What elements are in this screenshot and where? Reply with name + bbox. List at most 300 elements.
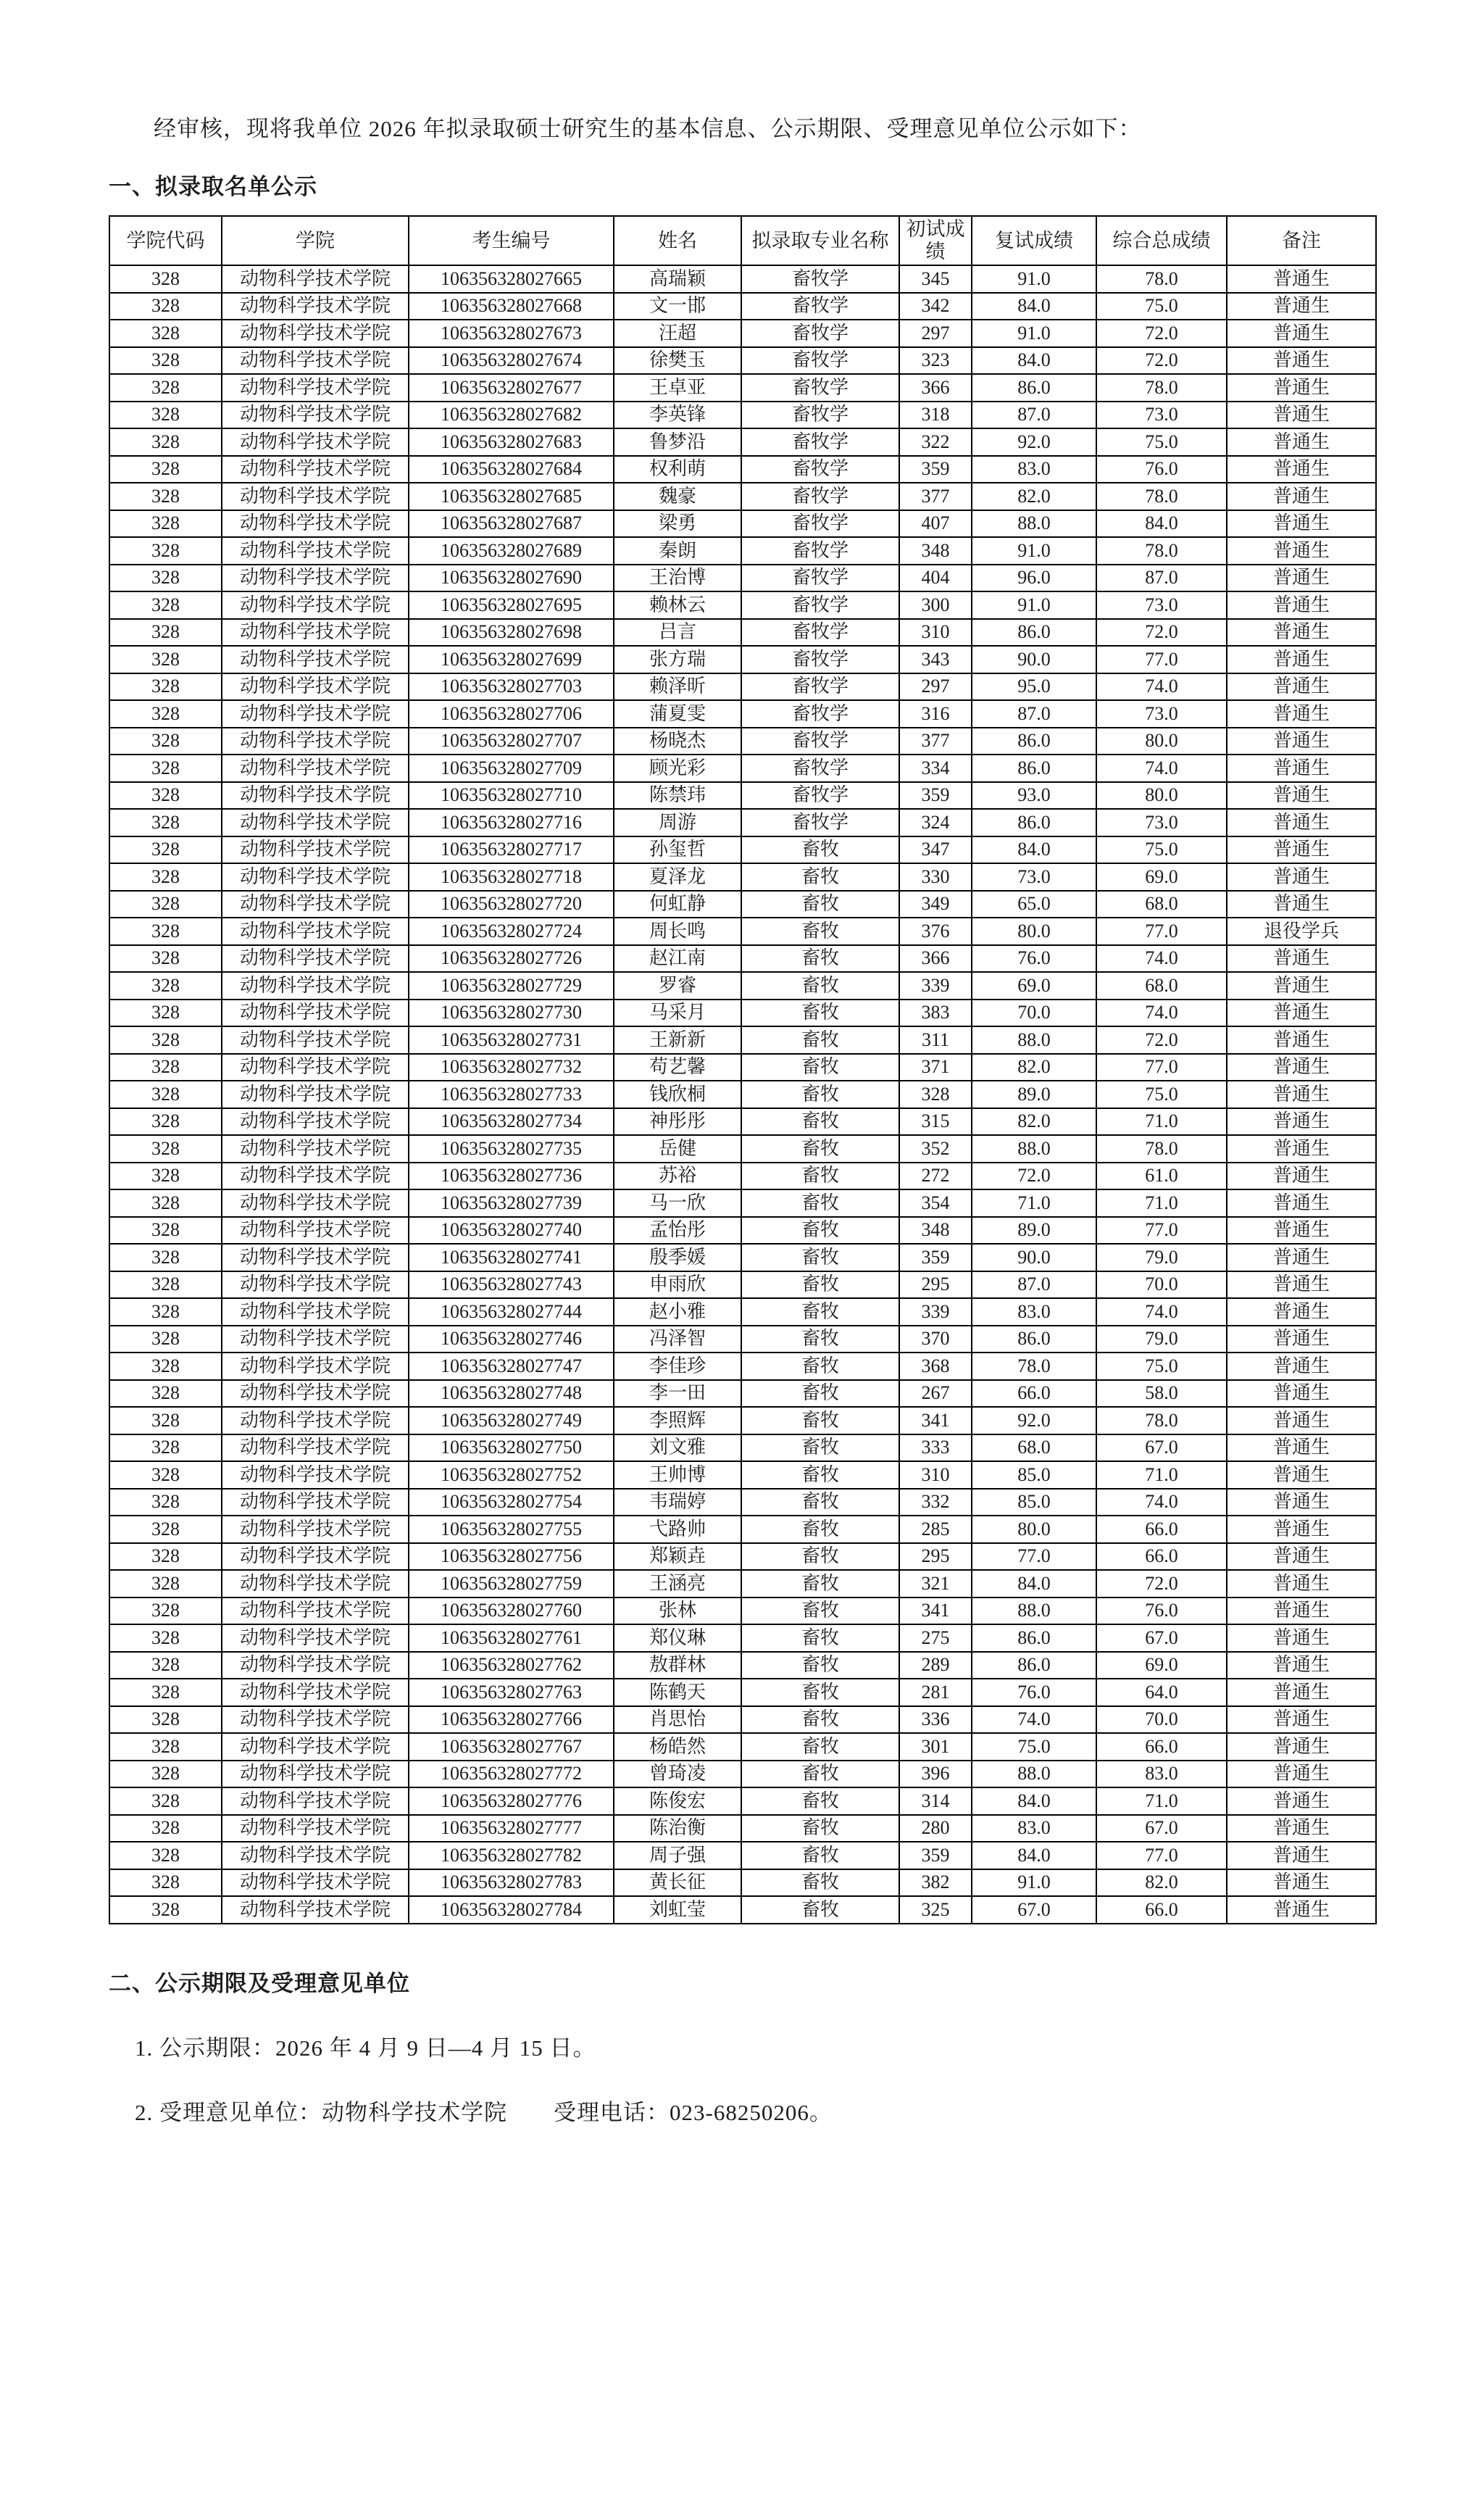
cell-retest-score: 83.0 bbox=[972, 456, 1096, 483]
table-row bbox=[109, 1000, 1376, 1027]
cell-college: 动物科学技术学院 bbox=[222, 1706, 409, 1734]
cell-major: 畜牧 bbox=[741, 1570, 899, 1598]
cell-major: 畜牧 bbox=[741, 1652, 899, 1679]
cell-retest-score: 90.0 bbox=[972, 1244, 1096, 1271]
cell-total-score: 68.0 bbox=[1096, 891, 1227, 918]
cell-initial-score: 368 bbox=[899, 1353, 972, 1380]
cell-remark: 普通生 bbox=[1227, 1842, 1376, 1869]
cell-major: 畜牧 bbox=[741, 1081, 899, 1108]
cell-major: 畜牧学 bbox=[741, 565, 899, 592]
cell-retest-score: 82.0 bbox=[972, 483, 1096, 510]
cell-total-score: 78.0 bbox=[1096, 265, 1227, 293]
header-major: 拟录取专业名称 bbox=[741, 216, 899, 265]
table-row bbox=[109, 1489, 1376, 1516]
cell-college: 动物科学技术学院 bbox=[222, 1761, 409, 1788]
cell-remark: 普通生 bbox=[1227, 510, 1376, 538]
cell-name: 苏裕 bbox=[614, 1163, 741, 1190]
cell-candidate-id: 106356328027741 bbox=[409, 1244, 614, 1271]
cell-initial-score: 377 bbox=[899, 728, 972, 755]
cell-retest-score: 95.0 bbox=[972, 673, 1096, 701]
cell-total-score: 72.0 bbox=[1096, 320, 1227, 347]
cell-total-score: 77.0 bbox=[1096, 1054, 1227, 1081]
cell-name: 孙玺哲 bbox=[614, 836, 741, 864]
cell-total-score: 77.0 bbox=[1096, 1217, 1227, 1245]
cell-college: 动物科学技术学院 bbox=[222, 1543, 409, 1571]
cell-college-code: 328 bbox=[109, 1000, 222, 1027]
cell-candidate-id: 106356328027673 bbox=[409, 320, 614, 347]
cell-initial-score: 339 bbox=[899, 972, 972, 1000]
cell-remark: 普通生 bbox=[1227, 1761, 1376, 1788]
cell-retest-score: 84.0 bbox=[972, 1842, 1096, 1869]
cell-name: 权利萌 bbox=[614, 456, 741, 483]
cell-name: 魏豪 bbox=[614, 483, 741, 510]
cell-total-score: 74.0 bbox=[1096, 945, 1227, 973]
cell-college-code: 328 bbox=[109, 1896, 222, 1924]
table-row bbox=[109, 1869, 1376, 1897]
cell-remark: 普通生 bbox=[1227, 891, 1376, 918]
cell-remark: 普通生 bbox=[1227, 1815, 1376, 1842]
cell-major: 畜牧 bbox=[741, 945, 899, 973]
cell-initial-score: 366 bbox=[899, 374, 972, 402]
cell-candidate-id: 106356328027695 bbox=[409, 591, 614, 619]
cell-retest-score: 91.0 bbox=[972, 265, 1096, 293]
cell-remark: 普通生 bbox=[1227, 1434, 1376, 1462]
table-row bbox=[109, 1516, 1376, 1543]
cell-total-score: 72.0 bbox=[1096, 347, 1227, 375]
cell-major: 畜牧学 bbox=[741, 428, 899, 456]
cell-remark: 普通生 bbox=[1227, 673, 1376, 701]
cell-college-code: 328 bbox=[109, 1679, 222, 1706]
cell-total-score: 64.0 bbox=[1096, 1679, 1227, 1706]
cell-retest-score: 88.0 bbox=[972, 1135, 1096, 1163]
cell-candidate-id: 106356328027726 bbox=[409, 945, 614, 973]
cell-remark: 普通生 bbox=[1227, 293, 1376, 320]
cell-initial-score: 310 bbox=[899, 619, 972, 647]
cell-total-score: 75.0 bbox=[1096, 1353, 1227, 1380]
cell-total-score: 70.0 bbox=[1096, 1706, 1227, 1734]
cell-college-code: 328 bbox=[109, 1434, 222, 1462]
cell-college-code: 328 bbox=[109, 863, 222, 891]
cell-major: 畜牧 bbox=[741, 1461, 899, 1489]
section2-title: 二、公示期限及受理意见单位 bbox=[109, 1970, 410, 1996]
table-header-row bbox=[109, 216, 1376, 265]
cell-initial-score: 359 bbox=[899, 456, 972, 483]
table-row bbox=[109, 918, 1376, 945]
cell-candidate-id: 106356328027718 bbox=[409, 863, 614, 891]
cell-initial-score: 382 bbox=[899, 1869, 972, 1897]
cell-retest-score: 68.0 bbox=[972, 1434, 1096, 1462]
cell-major: 畜牧学 bbox=[741, 700, 899, 728]
cell-candidate-id: 106356328027665 bbox=[409, 265, 614, 293]
cell-initial-score: 314 bbox=[899, 1787, 972, 1815]
cell-name: 王帅博 bbox=[614, 1461, 741, 1489]
cell-total-score: 78.0 bbox=[1096, 1407, 1227, 1434]
cell-retest-score: 82.0 bbox=[972, 1108, 1096, 1136]
cell-college-code: 328 bbox=[109, 728, 222, 755]
cell-name: 刘文雅 bbox=[614, 1434, 741, 1462]
cell-college-code: 328 bbox=[109, 1298, 222, 1326]
cell-college: 动物科学技术学院 bbox=[222, 1842, 409, 1869]
cell-college-code: 328 bbox=[109, 1353, 222, 1380]
cell-total-score: 72.0 bbox=[1096, 1026, 1227, 1054]
cell-total-score: 71.0 bbox=[1096, 1189, 1227, 1217]
cell-name: 岳健 bbox=[614, 1135, 741, 1163]
cell-retest-score: 65.0 bbox=[972, 891, 1096, 918]
cell-total-score: 84.0 bbox=[1096, 510, 1227, 538]
cell-name: 冯泽智 bbox=[614, 1326, 741, 1353]
cell-initial-score: 316 bbox=[899, 700, 972, 728]
cell-initial-score: 359 bbox=[899, 1842, 972, 1869]
table-row bbox=[109, 673, 1376, 701]
cell-retest-score: 73.0 bbox=[972, 863, 1096, 891]
cell-remark: 普通生 bbox=[1227, 1733, 1376, 1761]
cell-remark: 普通生 bbox=[1227, 1353, 1376, 1380]
cell-initial-score: 272 bbox=[899, 1163, 972, 1190]
cell-candidate-id: 106356328027677 bbox=[409, 374, 614, 402]
cell-name: 赵小雅 bbox=[614, 1298, 741, 1326]
cell-candidate-id: 106356328027740 bbox=[409, 1217, 614, 1245]
cell-retest-score: 84.0 bbox=[972, 293, 1096, 320]
cell-college-code: 328 bbox=[109, 1570, 222, 1598]
cell-retest-score: 83.0 bbox=[972, 1815, 1096, 1842]
cell-initial-score: 297 bbox=[899, 673, 972, 701]
cell-total-score: 70.0 bbox=[1096, 1271, 1227, 1299]
publicity-period-line: 1. 公示期限：2026 年 4 月 9 日—4 月 15 日。 bbox=[135, 2035, 596, 2061]
cell-initial-score: 280 bbox=[899, 1815, 972, 1842]
cell-name: 赖泽昕 bbox=[614, 673, 741, 701]
cell-retest-score: 92.0 bbox=[972, 1407, 1096, 1434]
cell-total-score: 69.0 bbox=[1096, 1652, 1227, 1679]
cell-college: 动物科学技术学院 bbox=[222, 1000, 409, 1027]
cell-college: 动物科学技术学院 bbox=[222, 591, 409, 619]
cell-name: 敖群林 bbox=[614, 1652, 741, 1679]
cell-major: 畜牧 bbox=[741, 1135, 899, 1163]
table-row bbox=[109, 537, 1376, 565]
cell-college: 动物科学技术学院 bbox=[222, 565, 409, 592]
cell-retest-score: 80.0 bbox=[972, 1516, 1096, 1543]
table-row bbox=[109, 945, 1376, 973]
cell-total-score: 74.0 bbox=[1096, 1298, 1227, 1326]
cell-name: 申雨欣 bbox=[614, 1271, 741, 1299]
cell-major: 畜牧 bbox=[741, 1706, 899, 1734]
cell-retest-score: 84.0 bbox=[972, 1570, 1096, 1598]
cell-candidate-id: 106356328027668 bbox=[409, 293, 614, 320]
table-row bbox=[109, 1217, 1376, 1245]
cell-college: 动物科学技术学院 bbox=[222, 918, 409, 945]
cell-total-score: 78.0 bbox=[1096, 537, 1227, 565]
cell-college-code: 328 bbox=[109, 510, 222, 538]
cell-initial-score: 321 bbox=[899, 1570, 972, 1598]
cell-candidate-id: 106356328027687 bbox=[409, 510, 614, 538]
cell-candidate-id: 106356328027762 bbox=[409, 1652, 614, 1679]
cell-college-code: 328 bbox=[109, 1543, 222, 1571]
cell-total-score: 87.0 bbox=[1096, 565, 1227, 592]
cell-remark: 普通生 bbox=[1227, 1407, 1376, 1434]
cell-retest-score: 66.0 bbox=[972, 1380, 1096, 1408]
cell-total-score: 74.0 bbox=[1096, 1489, 1227, 1516]
cell-total-score: 66.0 bbox=[1096, 1733, 1227, 1761]
cell-name: 周子强 bbox=[614, 1842, 741, 1869]
cell-college-code: 328 bbox=[109, 1081, 222, 1108]
cell-major: 畜牧 bbox=[741, 1054, 899, 1081]
cell-remark: 普通生 bbox=[1227, 402, 1376, 429]
cell-name: 张方瑞 bbox=[614, 646, 741, 673]
cell-name: 钱欣桐 bbox=[614, 1081, 741, 1108]
cell-college: 动物科学技术学院 bbox=[222, 1298, 409, 1326]
cell-college: 动物科学技术学院 bbox=[222, 1787, 409, 1815]
cell-major: 畜牧学 bbox=[741, 591, 899, 619]
cell-major: 畜牧 bbox=[741, 863, 899, 891]
cell-name: 汪超 bbox=[614, 320, 741, 347]
cell-retest-score: 84.0 bbox=[972, 347, 1096, 375]
cell-total-score: 73.0 bbox=[1096, 809, 1227, 836]
cell-college: 动物科学技术学院 bbox=[222, 1081, 409, 1108]
cell-candidate-id: 106356328027716 bbox=[409, 809, 614, 836]
cell-remark: 普通生 bbox=[1227, 863, 1376, 891]
cell-major: 畜牧 bbox=[741, 1624, 899, 1652]
cell-college: 动物科学技术学院 bbox=[222, 755, 409, 782]
cell-college: 动物科学技术学院 bbox=[222, 809, 409, 836]
cell-college-code: 328 bbox=[109, 891, 222, 918]
cell-remark: 普通生 bbox=[1227, 809, 1376, 836]
table-row bbox=[109, 1108, 1376, 1136]
cell-college: 动物科学技术学院 bbox=[222, 972, 409, 1000]
cell-candidate-id: 106356328027685 bbox=[409, 483, 614, 510]
table-row bbox=[109, 1026, 1376, 1054]
cell-college-code: 328 bbox=[109, 1815, 222, 1842]
cell-candidate-id: 106356328027698 bbox=[409, 619, 614, 647]
cell-name: 李一田 bbox=[614, 1380, 741, 1408]
cell-candidate-id: 106356328027734 bbox=[409, 1108, 614, 1136]
cell-major: 畜牧 bbox=[741, 1598, 899, 1625]
cell-initial-score: 323 bbox=[899, 347, 972, 375]
cell-candidate-id: 106356328027763 bbox=[409, 1679, 614, 1706]
cell-total-score: 79.0 bbox=[1096, 1244, 1227, 1271]
table-row bbox=[109, 1380, 1376, 1408]
table-row bbox=[109, 1081, 1376, 1108]
admission-roster-table bbox=[109, 215, 1377, 1924]
cell-total-score: 71.0 bbox=[1096, 1787, 1227, 1815]
cell-initial-score: 370 bbox=[899, 1326, 972, 1353]
cell-major: 畜牧学 bbox=[741, 265, 899, 293]
header-remark: 备注 bbox=[1227, 216, 1376, 265]
cell-college: 动物科学技术学院 bbox=[222, 728, 409, 755]
cell-initial-score: 359 bbox=[899, 1244, 972, 1271]
cell-name: 曾琦凌 bbox=[614, 1761, 741, 1788]
cell-college: 动物科学技术学院 bbox=[222, 1598, 409, 1625]
cell-college-code: 328 bbox=[109, 293, 222, 320]
cell-college: 动物科学技术学院 bbox=[222, 782, 409, 810]
cell-retest-score: 80.0 bbox=[972, 918, 1096, 945]
cell-college: 动物科学技术学院 bbox=[222, 863, 409, 891]
cell-name: 苟艺馨 bbox=[614, 1054, 741, 1081]
cell-college: 动物科学技术学院 bbox=[222, 265, 409, 293]
cell-major: 畜牧 bbox=[741, 1842, 899, 1869]
cell-remark: 普通生 bbox=[1227, 1598, 1376, 1625]
cell-retest-score: 85.0 bbox=[972, 1489, 1096, 1516]
cell-college: 动物科学技术学院 bbox=[222, 1026, 409, 1054]
cell-retest-score: 69.0 bbox=[972, 972, 1096, 1000]
cell-candidate-id: 106356328027743 bbox=[409, 1271, 614, 1299]
cell-initial-score: 347 bbox=[899, 836, 972, 864]
table-row bbox=[109, 1598, 1376, 1625]
cell-remark: 普通生 bbox=[1227, 1516, 1376, 1543]
cell-name: 高瑞颖 bbox=[614, 265, 741, 293]
cell-college: 动物科学技术学院 bbox=[222, 673, 409, 701]
cell-retest-score: 76.0 bbox=[972, 945, 1096, 973]
cell-initial-score: 334 bbox=[899, 755, 972, 782]
cell-candidate-id: 106356328027736 bbox=[409, 1163, 614, 1190]
cell-college-code: 328 bbox=[109, 374, 222, 402]
cell-candidate-id: 106356328027777 bbox=[409, 1815, 614, 1842]
table-row bbox=[109, 1353, 1376, 1380]
cell-college-code: 328 bbox=[109, 1217, 222, 1245]
cell-remark: 普通生 bbox=[1227, 1108, 1376, 1136]
cell-college: 动物科学技术学院 bbox=[222, 1461, 409, 1489]
cell-initial-score: 330 bbox=[899, 863, 972, 891]
table-row bbox=[109, 1706, 1376, 1734]
table-row bbox=[109, 1163, 1376, 1190]
cell-initial-score: 333 bbox=[899, 1434, 972, 1462]
cell-college-code: 328 bbox=[109, 1326, 222, 1353]
cell-remark: 普通生 bbox=[1227, 700, 1376, 728]
cell-college: 动物科学技术学院 bbox=[222, 1896, 409, 1924]
cell-college-code: 328 bbox=[109, 1598, 222, 1625]
cell-candidate-id: 106356328027707 bbox=[409, 728, 614, 755]
cell-retest-score: 85.0 bbox=[972, 1461, 1096, 1489]
cell-name: 吕言 bbox=[614, 619, 741, 647]
cell-name: 张林 bbox=[614, 1598, 741, 1625]
cell-total-score: 58.0 bbox=[1096, 1380, 1227, 1408]
cell-college-code: 328 bbox=[109, 1516, 222, 1543]
cell-college: 动物科学技术学院 bbox=[222, 1489, 409, 1516]
cell-remark: 普通生 bbox=[1227, 1570, 1376, 1598]
cell-college: 动物科学技术学院 bbox=[222, 1108, 409, 1136]
table-row bbox=[109, 428, 1376, 456]
cell-major: 畜牧 bbox=[741, 1298, 899, 1326]
cell-college: 动物科学技术学院 bbox=[222, 1869, 409, 1897]
cell-college-code: 328 bbox=[109, 1733, 222, 1761]
cell-candidate-id: 106356328027706 bbox=[409, 700, 614, 728]
cell-name: 黄长征 bbox=[614, 1869, 741, 1897]
table-row bbox=[109, 374, 1376, 402]
cell-candidate-id: 106356328027748 bbox=[409, 1380, 614, 1408]
cell-retest-score: 91.0 bbox=[972, 537, 1096, 565]
cell-total-score: 78.0 bbox=[1096, 483, 1227, 510]
cell-candidate-id: 106356328027717 bbox=[409, 836, 614, 864]
cell-college: 动物科学技术学院 bbox=[222, 1652, 409, 1679]
cell-candidate-id: 106356328027732 bbox=[409, 1054, 614, 1081]
cell-initial-score: 301 bbox=[899, 1733, 972, 1761]
cell-name: 陈治衡 bbox=[614, 1815, 741, 1842]
cell-name: 秦朗 bbox=[614, 537, 741, 565]
cell-initial-score: 336 bbox=[899, 1706, 972, 1734]
section1-title: 一、拟录取名单公示 bbox=[109, 174, 317, 199]
cell-college-code: 328 bbox=[109, 1244, 222, 1271]
cell-candidate-id: 106356328027752 bbox=[409, 1461, 614, 1489]
cell-name: 陈鹤天 bbox=[614, 1679, 741, 1706]
header-total-score: 综合总成绩 bbox=[1096, 216, 1227, 265]
cell-college-code: 328 bbox=[109, 1271, 222, 1299]
cell-remark: 普通生 bbox=[1227, 755, 1376, 782]
header-candidate-id: 考生编号 bbox=[409, 216, 614, 265]
cell-college: 动物科学技术学院 bbox=[222, 1135, 409, 1163]
cell-candidate-id: 106356328027703 bbox=[409, 673, 614, 701]
cell-total-score: 80.0 bbox=[1096, 728, 1227, 755]
cell-retest-score: 86.0 bbox=[972, 1326, 1096, 1353]
cell-college: 动物科学技术学院 bbox=[222, 428, 409, 456]
cell-college: 动物科学技术学院 bbox=[222, 891, 409, 918]
cell-retest-score: 88.0 bbox=[972, 1598, 1096, 1625]
cell-college: 动物科学技术学院 bbox=[222, 483, 409, 510]
cell-total-score: 75.0 bbox=[1096, 836, 1227, 864]
cell-total-score: 74.0 bbox=[1096, 1000, 1227, 1027]
cell-initial-score: 275 bbox=[899, 1624, 972, 1652]
cell-initial-score: 310 bbox=[899, 1461, 972, 1489]
cell-major: 畜牧 bbox=[741, 1815, 899, 1842]
cell-remark: 普通生 bbox=[1227, 836, 1376, 864]
cell-remark: 普通生 bbox=[1227, 1326, 1376, 1353]
table-row bbox=[109, 1189, 1376, 1217]
cell-candidate-id: 106356328027766 bbox=[409, 1706, 614, 1734]
cell-major: 畜牧 bbox=[741, 1163, 899, 1190]
cell-college-code: 328 bbox=[109, 591, 222, 619]
cell-retest-score: 87.0 bbox=[972, 1271, 1096, 1299]
cell-candidate-id: 106356328027724 bbox=[409, 918, 614, 945]
cell-remark: 普通生 bbox=[1227, 265, 1376, 293]
cell-retest-score: 93.0 bbox=[972, 782, 1096, 810]
cell-college: 动物科学技术学院 bbox=[222, 1217, 409, 1245]
cell-college-code: 328 bbox=[109, 782, 222, 810]
cell-candidate-id: 106356328027735 bbox=[409, 1135, 614, 1163]
cell-name: 周长鸣 bbox=[614, 918, 741, 945]
cell-remark: 普通生 bbox=[1227, 320, 1376, 347]
cell-college: 动物科学技术学院 bbox=[222, 1679, 409, 1706]
cell-initial-score: 297 bbox=[899, 320, 972, 347]
cell-total-score: 79.0 bbox=[1096, 1326, 1227, 1353]
cell-remark: 普通生 bbox=[1227, 1217, 1376, 1245]
cell-college: 动物科学技术学院 bbox=[222, 1624, 409, 1652]
table-row bbox=[109, 619, 1376, 647]
cell-candidate-id: 106356328027674 bbox=[409, 347, 614, 375]
cell-name: 杨晓杰 bbox=[614, 728, 741, 755]
cell-name: 陈俊宏 bbox=[614, 1787, 741, 1815]
cell-candidate-id: 106356328027760 bbox=[409, 1598, 614, 1625]
cell-candidate-id: 106356328027759 bbox=[409, 1570, 614, 1598]
cell-college: 动物科学技术学院 bbox=[222, 1244, 409, 1271]
cell-name: 何虹静 bbox=[614, 891, 741, 918]
table-row bbox=[109, 456, 1376, 483]
cell-remark: 普通生 bbox=[1227, 1706, 1376, 1734]
cell-remark: 普通生 bbox=[1227, 1787, 1376, 1815]
cell-total-score: 78.0 bbox=[1096, 374, 1227, 402]
cell-total-score: 67.0 bbox=[1096, 1434, 1227, 1462]
cell-major: 畜牧学 bbox=[741, 809, 899, 836]
cell-initial-score: 348 bbox=[899, 1217, 972, 1245]
cell-retest-score: 86.0 bbox=[972, 755, 1096, 782]
cell-candidate-id: 106356328027710 bbox=[409, 782, 614, 810]
cell-major: 畜牧学 bbox=[741, 456, 899, 483]
cell-initial-score: 354 bbox=[899, 1189, 972, 1217]
cell-initial-score: 295 bbox=[899, 1271, 972, 1299]
cell-candidate-id: 106356328027754 bbox=[409, 1489, 614, 1516]
cell-remark: 普通生 bbox=[1227, 782, 1376, 810]
cell-retest-score: 86.0 bbox=[972, 1652, 1096, 1679]
table-row bbox=[109, 809, 1376, 836]
cell-college: 动物科学技术学院 bbox=[222, 1054, 409, 1081]
table-row bbox=[109, 1434, 1376, 1462]
cell-college: 动物科学技术学院 bbox=[222, 646, 409, 673]
